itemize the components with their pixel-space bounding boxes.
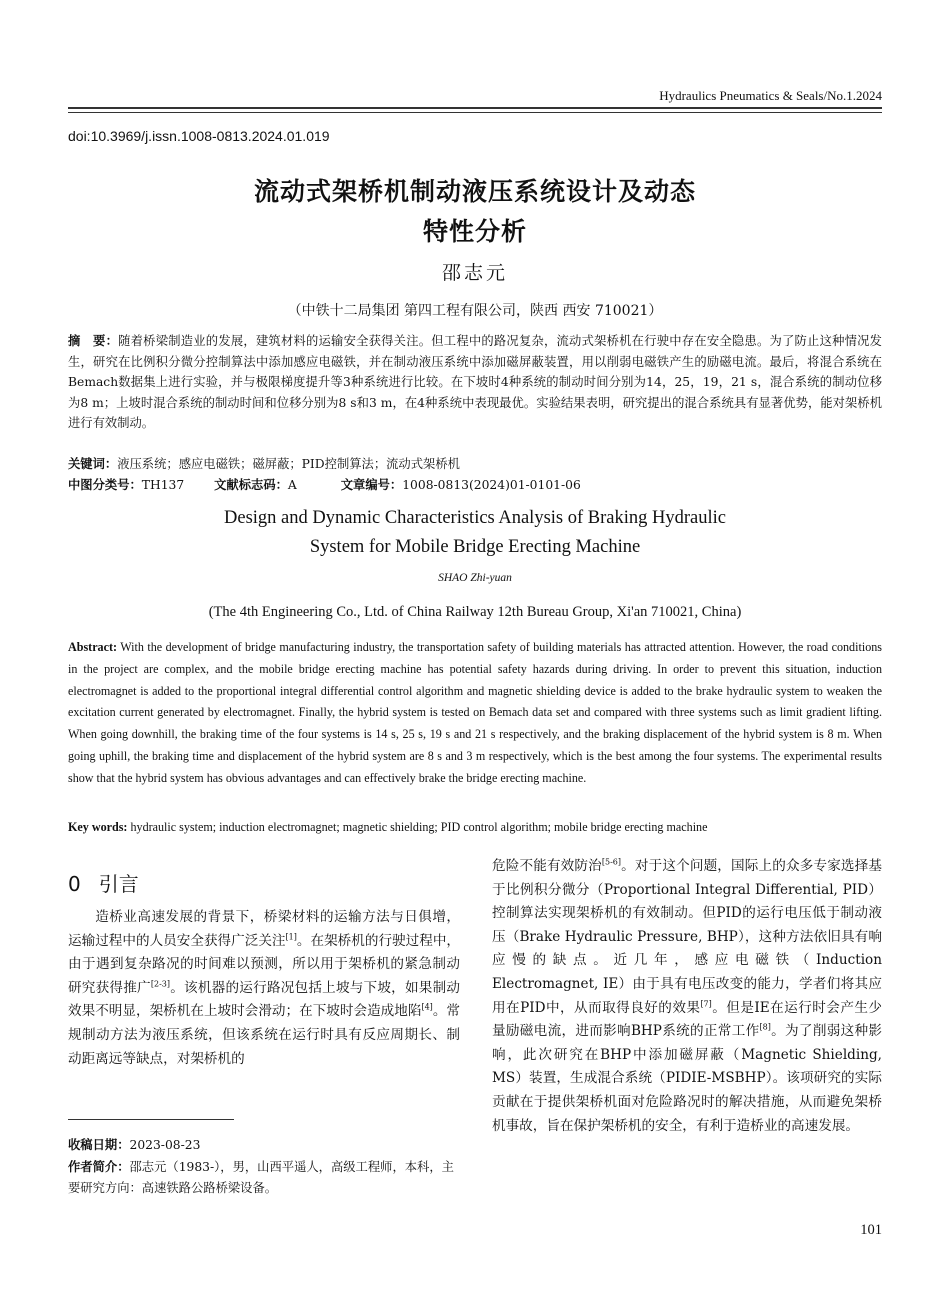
citation: [4] xyxy=(421,1002,433,1012)
clc-value: TH137 xyxy=(141,478,185,492)
affiliation-cn: （中铁十二局集团 第四工程有限公司，陕西 西安 710021） xyxy=(287,303,663,319)
abstract-cn-label: 摘 要： xyxy=(68,334,119,348)
footnote-received xyxy=(68,1135,460,1156)
abstract-en xyxy=(68,637,882,790)
section-heading xyxy=(68,868,139,897)
author-en: SHAO Zhi-yuan xyxy=(438,572,512,584)
abstract-en-text: With the development of bridge manufacturing industry, the transportation safety of building materials has attracted attention. However, the road conditions in the project are complex, and the mobile bridge erecting machine has potential safety hazards during driving. In order to prevent this situation, induction electromagnet is added to the proportional integral differential control algorithm and magnetic shielding device is added to the brake hydraulic system to weaken the excitation current generated by electromagnet. Finally, the hybrid system is tested on Bemach data set and compared with three systems such as limit gradient lifting. When going downhill, the braking time of the four systems is 14 s, 25 s, 19 s and 21 s respectively, and the braking displacement of the hybrid system is 8 m. When going uphill, the braking time and displacement of the hybrid system are 8 s and 3 m respectively, which is the best among the four systems. The experimental results show that the hybrid system has obvious advantages and can effectively brake the bridge erecting machine. xyxy=(68,640,882,785)
abstract-cn xyxy=(68,331,882,434)
header-rule-thick xyxy=(68,107,882,109)
doc-code-label: 文献标志码： xyxy=(214,478,288,492)
article-id-value: 1008-0813(2024)01-0101-06 xyxy=(402,478,581,492)
citation: [5-6] xyxy=(601,857,622,867)
body-left-column xyxy=(68,906,460,1071)
keywords-cn-label: 关键词： xyxy=(68,457,118,471)
doc-code-value: A xyxy=(287,478,297,492)
footnote-rule xyxy=(68,1119,234,1120)
bio-label: 作者简介： xyxy=(68,1160,130,1174)
journal-info: Hydraulics Pneumatics & Seals/No.1.2024 xyxy=(659,88,882,103)
clc-label: 中图分类号： xyxy=(68,478,142,492)
body-text: 。该机器的运行路况包括上坡与下坡，如果制动效果不明显，架桥机在上坡时会滑动；在下坡时会造成地陷 xyxy=(68,979,461,1020)
section-title: 引言 xyxy=(98,872,139,896)
classification-row xyxy=(68,475,581,493)
header-rule-thin xyxy=(68,112,882,113)
citation: [8] xyxy=(759,1022,771,1032)
keywords-en-label: Key words: xyxy=(68,820,128,834)
body-right-column xyxy=(492,855,882,1138)
keywords-cn xyxy=(68,454,460,472)
affiliation-en: (The 4th Engineering Co., Ltd. of China Railway 12th Bureau Group, Xi'an 710021, China) xyxy=(208,604,742,620)
body-text: 。在架桥机的行驶过程中，由于遇到复杂路况的时间难以预测，所以用于架桥机的紧急制动研究获得推广 xyxy=(68,932,461,996)
page-number: 101 xyxy=(860,1222,882,1238)
citation: [1] xyxy=(285,932,297,942)
body-text: 。常规制动方法为液压系统，但该系统在运行时具有反应周期长、制动距离远等缺点，对架桥机的 xyxy=(68,1003,461,1067)
keywords-en xyxy=(68,820,707,835)
body-text: 。对于这个问题，国际上的众多专家选择基于比例积分微分（Proportional Integral Differential, PID）控制算法实现架桥机的有效制动。但PID的运行电压低于制动液压（Brake Hydraulic Pressure, BHP），这种方法依旧具有响应慢的缺点。近几年，感应电磁铁（Induction Electromagnet, IE）由于具有电压改变的能力，学者们将其应用在PID中，从而取得良好的效果 xyxy=(492,858,883,1016)
keywords-cn-text: 液压系统；感应电磁铁；磁屏蔽；PID控制算法；流动式架桥机 xyxy=(117,457,460,471)
abstract-cn-text: 随着桥梁制造业的发展，建筑材料的运输安全获得关注。但工程中的路况复杂，流动式架桥机在行驶中存在安全隐患。为了防止这种情况发生，研究在比例积分微分控制算法中添加感应电磁铁，并在制动液压系统中添加磁屏蔽装置，用以削弱电磁铁产生的励磁电流。最后，将混合系统在Bemach数据集上进行实验，并与极限梯度提升等3种系统进行比较。在下坡时4种系统的制动时间分别为14，25，19，21 s，混合系统的制动位移为8 m；上坡时混合系统的制动时间和位移分别为8 s和3 m，在4种系统中表现最优。实验结果表明，研究提出的混合系统具有显著优势，能对架桥机进行有效制动。 xyxy=(68,334,882,430)
doi: doi:10.3969/j.issn.1008-0813.2024.01.019 xyxy=(68,128,330,144)
title-en-line1: Design and Dynamic Characteristics Analysis of Braking Hydraulic xyxy=(224,508,726,528)
section-number: 0 xyxy=(68,872,81,896)
body-text: 。但是IE在运行时会产生少量励磁电流，进而影响BHP系统的正常工作 xyxy=(492,999,882,1040)
body-text: 危险不能有效防治 xyxy=(492,858,602,874)
received-label: 收稿日期： xyxy=(68,1138,130,1152)
title-cn-line1: 流动式架桥机制动液压系统设计及动态 xyxy=(253,177,696,206)
article-id-label: 文章编号： xyxy=(340,478,403,492)
received-value: 2023-08-23 xyxy=(129,1138,201,1152)
title-en-line2: System for Mobile Bridge Erecting Machine xyxy=(309,537,641,557)
body-text: 造桥业高速发展的背景下，桥梁材料的运输方法与日俱增，运输过程中的人员安全获得广泛关注 xyxy=(68,909,460,949)
keywords-en-text: hydraulic system; induction electromagnet; magnetic shielding; PID control algorithm; mobile bridge erecting machine xyxy=(127,820,708,834)
body-text: 。为了削弱这种影响，此次研究在BHP中添加磁屏蔽（Magnetic Shielding, MS）装置，生成混合系统（PIDIE-MSBHP）。该项研究的实际贡献在于提供架桥机面对危险路况时的解决措施，从而避免架桥机事故，旨在保护架桥机的安全，有利于造桥业的高速发展。 xyxy=(492,1023,882,1134)
author-cn: 邵志元 xyxy=(441,262,508,284)
abstract-en-label: Abstract: xyxy=(68,640,118,654)
citation: [2-3] xyxy=(150,979,170,989)
title-cn-line2: 特性分析 xyxy=(422,217,527,246)
footnote-bio xyxy=(68,1157,460,1198)
bio-text: 邵志元（1983-），男，山西平遥人，高级工程师，本科，主要研究方向：高速铁路公路桥梁设备。 xyxy=(68,1160,454,1195)
citation: [7] xyxy=(700,999,712,1009)
